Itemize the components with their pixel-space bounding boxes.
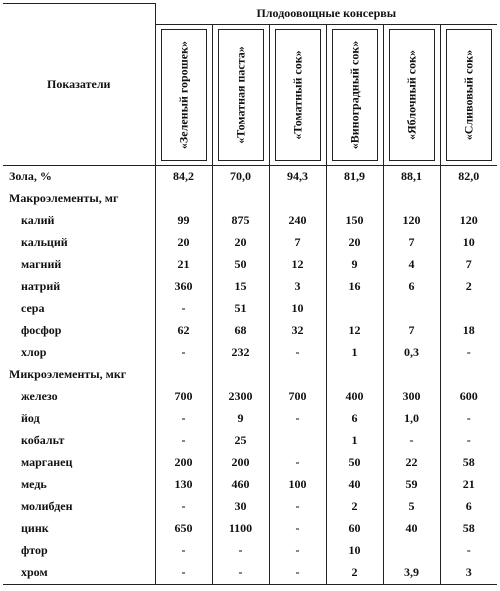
table-cell: 6 xyxy=(383,276,440,298)
row-label: сера xyxy=(21,301,45,315)
table-cell: 2 xyxy=(326,496,383,518)
table-cell xyxy=(269,430,326,452)
table-row xyxy=(3,342,497,364)
row-label: молибден xyxy=(21,499,73,513)
table-cell: 21 xyxy=(155,254,212,276)
table-cell: 6 xyxy=(440,496,497,518)
table-cell: - xyxy=(383,430,440,452)
table-cell: - xyxy=(440,342,497,364)
table-cell: - xyxy=(440,540,497,562)
row-label: хром xyxy=(3,562,155,585)
table-cell: 6 xyxy=(326,408,383,430)
table-cell: - xyxy=(155,496,212,518)
table-cell: 40 xyxy=(383,518,440,540)
row-label: фтор xyxy=(21,543,48,557)
table-row xyxy=(3,276,497,298)
table-cell: 7 xyxy=(440,254,497,276)
table-cell: 99 xyxy=(155,210,212,232)
table-cell: 700 xyxy=(155,386,212,408)
table-cell: 1 xyxy=(326,430,383,452)
table-cell xyxy=(383,364,440,386)
column-header-label: «Виноградный сок» xyxy=(347,40,361,149)
table-cell: 4 xyxy=(383,254,440,276)
table-cell: 16 xyxy=(326,276,383,298)
column-header-box xyxy=(275,29,321,161)
table-cell: 18 xyxy=(440,320,497,342)
table-row xyxy=(3,298,497,320)
row-label: кобальт xyxy=(21,433,65,447)
table-cell: 360 xyxy=(155,276,212,298)
table-cell: 130 xyxy=(155,474,212,496)
table-cell: 2 xyxy=(326,562,383,585)
table-cell: 22 xyxy=(383,452,440,474)
row-label: йод xyxy=(21,411,40,425)
table-row xyxy=(3,540,497,562)
table-cell: 700 xyxy=(269,386,326,408)
table-cell xyxy=(155,364,212,386)
table-cell: - xyxy=(269,562,326,585)
table-cell: - xyxy=(155,408,212,430)
table-cell: 9 xyxy=(212,408,269,430)
table-cell: - xyxy=(212,562,269,585)
table-cell: 10 xyxy=(269,298,326,320)
table-cell: 58 xyxy=(440,452,497,474)
table-cell: 7 xyxy=(383,320,440,342)
column-header-box xyxy=(161,29,207,161)
table-row xyxy=(3,254,497,276)
table-cell: 84,2 xyxy=(155,165,212,188)
table-cell: 1,0 xyxy=(383,408,440,430)
table-cell: 15 xyxy=(212,276,269,298)
table-cell xyxy=(326,298,383,320)
row-label: натрий xyxy=(21,279,61,293)
column-header-label: «Сливовый сок» xyxy=(461,49,476,140)
table-cell: - xyxy=(269,342,326,364)
table-cell: 200 xyxy=(212,452,269,474)
table-cell: 600 xyxy=(440,386,497,408)
row-label: медь xyxy=(21,477,47,491)
table-cell: - xyxy=(440,408,497,430)
column-header-label: «Зеленый горошек» xyxy=(176,40,190,149)
table-cell xyxy=(383,188,440,210)
column-header xyxy=(212,24,269,165)
table-cell: 3 xyxy=(269,276,326,298)
table-cell: 12 xyxy=(269,254,326,276)
table-cell: 2 xyxy=(440,276,497,298)
table-cell: - xyxy=(155,562,212,585)
table-cell: 81,9 xyxy=(326,165,383,188)
table-cell: 20 xyxy=(326,232,383,254)
table-cell: 650 xyxy=(155,518,212,540)
table-cell: 400 xyxy=(326,386,383,408)
table-cell xyxy=(440,188,497,210)
table-cell: 5 xyxy=(383,496,440,518)
table-cell: 25 xyxy=(212,430,269,452)
table-row xyxy=(3,320,497,342)
group-header: Плодоовощные консервы xyxy=(155,4,497,25)
table-cell: 100 xyxy=(269,474,326,496)
column-header-label: «Яблочный сок» xyxy=(404,49,418,140)
column-header xyxy=(155,24,212,165)
table-cell xyxy=(383,298,440,320)
table-cell: 875 xyxy=(212,210,269,232)
table-cell: 50 xyxy=(212,254,269,276)
table-row xyxy=(3,165,497,188)
column-header xyxy=(383,24,440,165)
row-label: Микроэлементы, мкг xyxy=(9,367,127,381)
table-cell: 2300 xyxy=(212,386,269,408)
table-cell: 9 xyxy=(326,254,383,276)
table-cell xyxy=(326,364,383,386)
table-cell xyxy=(269,188,326,210)
table-cell xyxy=(212,188,269,210)
table-cell: 60 xyxy=(326,518,383,540)
nutrient-table xyxy=(3,3,497,585)
column-header-box xyxy=(446,29,493,161)
table-cell xyxy=(383,540,440,562)
table-cell: 82,0 xyxy=(440,165,497,188)
table-cell: 7 xyxy=(383,232,440,254)
table-cell xyxy=(326,188,383,210)
table-cell xyxy=(269,364,326,386)
table-cell: 1 xyxy=(326,342,383,364)
table-cell: - xyxy=(269,452,326,474)
table-row xyxy=(3,562,497,585)
table-cell xyxy=(212,364,269,386)
table-row xyxy=(3,188,497,210)
table-cell: 200 xyxy=(155,452,212,474)
table-cell xyxy=(440,364,497,386)
table-cell: 94,3 xyxy=(269,165,326,188)
table-cell: 21 xyxy=(440,474,497,496)
table-row xyxy=(3,496,497,518)
table-row xyxy=(3,408,497,430)
table-row xyxy=(3,364,497,386)
column-header xyxy=(326,24,383,165)
table-cell: 20 xyxy=(155,232,212,254)
table-cell: 120 xyxy=(440,210,497,232)
row-label: хлор xyxy=(21,345,47,359)
table-cell: - xyxy=(155,342,212,364)
table-cell: 3 xyxy=(440,562,497,585)
table-cell: - xyxy=(269,518,326,540)
column-header xyxy=(269,24,326,165)
table-cell: - xyxy=(155,298,212,320)
column-header-label: «Томатная паста» xyxy=(233,45,247,144)
table-cell: - xyxy=(212,540,269,562)
row-label: Зола, % xyxy=(3,165,155,188)
table-cell: 20 xyxy=(212,232,269,254)
table-cell: 300 xyxy=(383,386,440,408)
table-cell: - xyxy=(269,540,326,562)
table-row xyxy=(3,430,497,452)
table-cell: 10 xyxy=(326,540,383,562)
row-label: фосфор xyxy=(21,323,62,337)
table-cell: 59 xyxy=(383,474,440,496)
table-cell: 88,1 xyxy=(383,165,440,188)
row-label: Макроэлементы, мг xyxy=(9,191,119,205)
table-cell: - xyxy=(269,496,326,518)
table-cell xyxy=(440,298,497,320)
table-cell: 51 xyxy=(212,298,269,320)
table-cell: 50 xyxy=(326,452,383,474)
row-label: железо xyxy=(21,389,58,403)
row-label: кальций xyxy=(21,235,68,249)
table-cell: 12 xyxy=(326,320,383,342)
table-cell: - xyxy=(155,540,212,562)
table-cell: 460 xyxy=(212,474,269,496)
table-cell: 0,3 xyxy=(383,342,440,364)
table-row xyxy=(3,518,497,540)
table-cell: - xyxy=(440,430,497,452)
table-row xyxy=(3,452,497,474)
table-row xyxy=(3,386,497,408)
column-header-box xyxy=(389,29,435,161)
table-cell: 40 xyxy=(326,474,383,496)
table-cell: 70,0 xyxy=(212,165,269,188)
table-cell: 30 xyxy=(212,496,269,518)
table-cell xyxy=(155,188,212,210)
table-cell: 1100 xyxy=(212,518,269,540)
column-header-label: «Томатный сок» xyxy=(290,49,304,140)
table-cell: 32 xyxy=(269,320,326,342)
table-cell: 10 xyxy=(440,232,497,254)
row-label: марганец xyxy=(21,455,73,469)
table-cell: 7 xyxy=(269,232,326,254)
table-cell: 3,9 xyxy=(383,562,440,585)
table-cell: 120 xyxy=(383,210,440,232)
table-cell: - xyxy=(155,430,212,452)
column-header-box xyxy=(332,29,378,161)
indicator-header: Показатели xyxy=(3,4,155,166)
table-cell: - xyxy=(269,408,326,430)
table-row xyxy=(3,232,497,254)
table-row xyxy=(3,474,497,496)
column-header xyxy=(440,24,497,165)
column-header-box xyxy=(218,29,264,161)
table-cell: 150 xyxy=(326,210,383,232)
table-cell: 58 xyxy=(440,518,497,540)
row-label: магний xyxy=(21,257,62,271)
table-cell: 232 xyxy=(212,342,269,364)
table-row xyxy=(3,210,497,232)
table-cell: 240 xyxy=(269,210,326,232)
table-cell: 62 xyxy=(155,320,212,342)
row-label: калий xyxy=(21,213,55,227)
table-cell: 68 xyxy=(212,320,269,342)
document-page xyxy=(3,3,497,585)
row-label: цинк xyxy=(21,521,49,535)
